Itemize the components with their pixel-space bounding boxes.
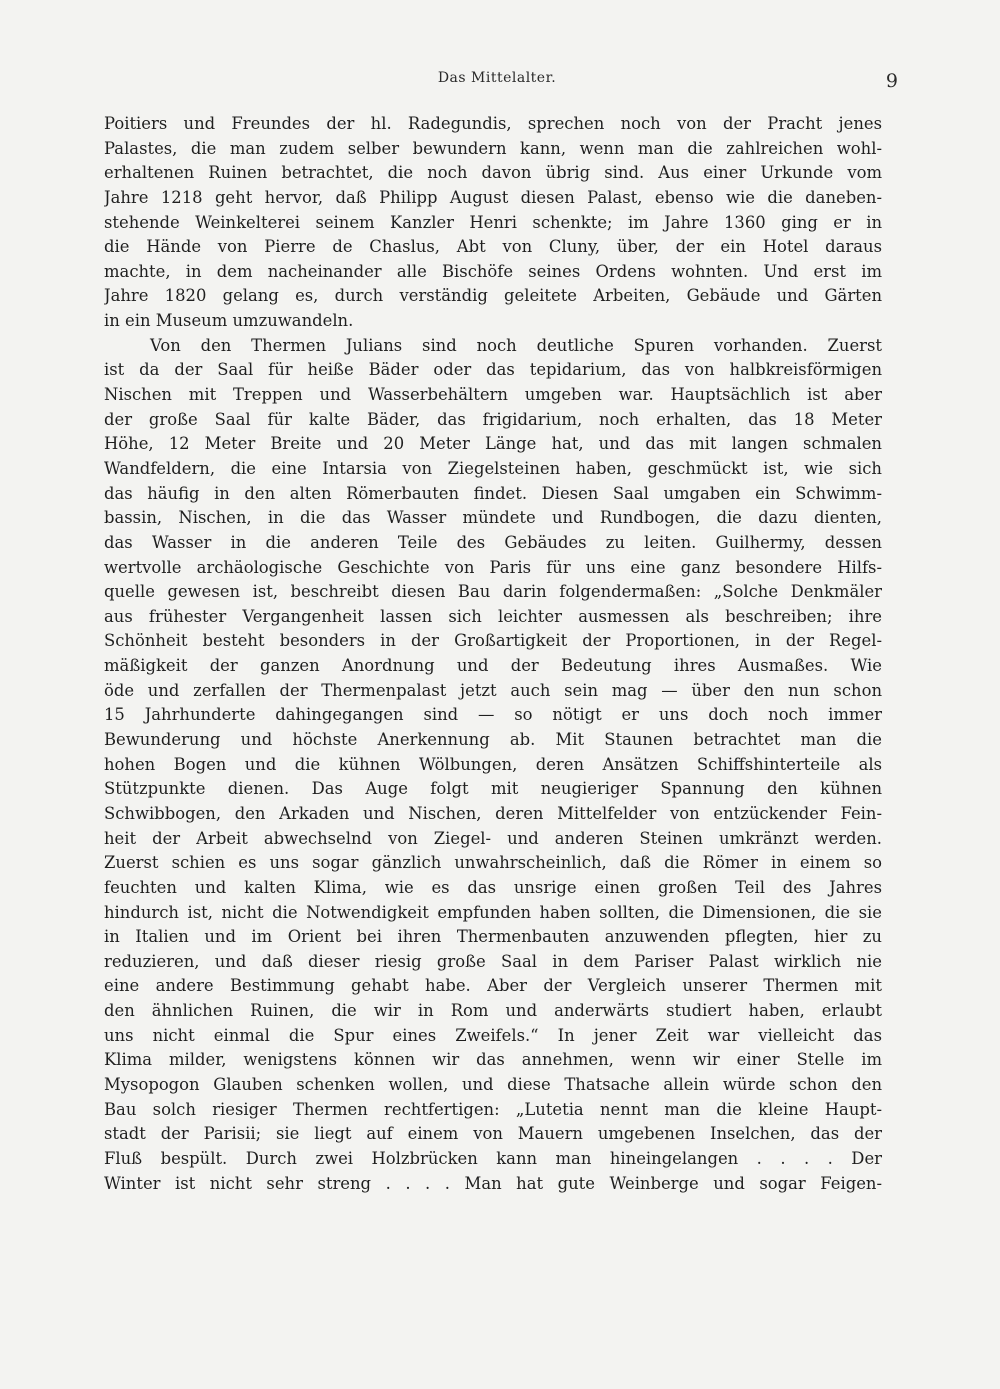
text-line: in Italien und im Orient bei ihren Thermenbauten anzuwenden pflegten, hier zu	[104, 927, 882, 947]
running-title: Das Mittelalter.	[437, 70, 557, 86]
text-line: Höhe, 12 Meter Breite und 20 Meter Länge hat, und das mit langen schmalen	[104, 434, 882, 454]
body-text	[104, 112, 882, 1196]
text-line: bassin, Nischen, in die das Wasser mündete und Rundbogen, die dazu dienten,	[104, 508, 882, 528]
text-line: quelle gewesen ist, beschreibt diesen Bau darin folgendermaßen: „Solche Denkmäler	[104, 582, 882, 602]
text-line: öde und zerfallen der Thermenpalast jetzt auch sein mag — über den nun schon	[104, 680, 882, 700]
text-line: eine andere Bestimmung gehabt habe. Aber der Vergleich unserer Thermen mit	[104, 976, 882, 996]
text-line: aus frühester Vergangenheit lassen sich leichter ausmessen als beschreiben; ihre	[104, 606, 882, 626]
text-line: Zuerst schien es uns sogar gänzlich unwahrscheinlich, daß die Römer in einem so	[104, 853, 882, 873]
text-line: hindurch ist, nicht die Notwendigkeit empfunden haben sollten, die Dimensionen, die sie	[104, 902, 882, 922]
text-line: 15 Jahrhunderte dahingegangen sind — so nötigt er uns doch noch immer	[104, 705, 882, 725]
text-line: in ein Museum umzuwandeln.	[104, 311, 354, 331]
text-line: uns nicht einmal die Spur eines Zweifels.“ In jener Zeit war vielleicht das	[104, 1025, 882, 1045]
text-line: das häufig in den alten Römerbauten findet. Diesen Saal umgaben ein Schwimm-	[104, 483, 882, 503]
text-line: Fluß bespült. Durch zwei Holzbrücken kann man hineingelangen . . . . Der	[104, 1148, 882, 1168]
running-head	[104, 70, 898, 100]
text-line: die Hände von Pierre de Chaslus, Abt von Cluny, über, der ein Hotel daraus	[104, 237, 882, 257]
text-line: Klima milder, wenigstens können wir das annehmen, wenn wir einer Stelle im	[104, 1050, 882, 1070]
text-line: wertvolle archäologische Geschichte von Paris für uns eine ganz besondere Hilfs-	[104, 557, 882, 577]
text-line: stehende Weinkelterei seinem Kanzler Henri schenkte; im Jahre 1360 ging er in	[104, 212, 882, 232]
text-line: Winter ist nicht sehr streng . . . . Man hat gute Weinberge und sogar Feigen-	[104, 1173, 882, 1193]
text-line: Poitiers und Freundes der hl. Radegundis, sprechen noch von der Pracht jenes	[104, 114, 882, 133]
paragraph-1	[104, 112, 882, 334]
text-line: den ähnlichen Ruinen, die wir in Rom und anderwärts studiert haben, erlaubt	[104, 1001, 882, 1021]
text-line: Bewunderung und höchste Anerkennung ab. Mit Staunen betrachtet man die	[104, 730, 882, 750]
text-line: Mysopogon Glauben schenken wollen, und diese Thatsache allein würde schon den	[104, 1074, 882, 1094]
text-line: Jahre 1820 gelang es, durch verständig geleitete Arbeiten, Gebäude und Gärten	[104, 286, 882, 306]
text-line: Schönheit besteht besonders in der Großartigkeit der Proportionen, in der Regel-	[104, 631, 882, 651]
paragraph-2	[104, 334, 882, 1196]
text-line: Von den Thermen Julians sind noch deutliche Spuren vorhanden. Zuerst	[150, 335, 882, 355]
text-line: reduzieren, und daß dieser riesig große Saal in dem Pariser Palast wirklich nie	[104, 951, 882, 971]
text-line: ist da der Saal für heiße Bäder oder das tepidarium, das von halbkreisförmigen	[104, 360, 882, 380]
text-line: Schwibbogen, den Arkaden und Nischen, deren Mittelfelder von entzückender Fein-	[104, 803, 882, 823]
text-line: der große Saal für kalte Bäder, das frigidarium, noch erhalten, das 18 Meter	[104, 409, 882, 429]
text-line: stadt der Parisii; sie liegt auf einem von Mauern umgebenen Inselchen, das der	[104, 1124, 882, 1144]
text-line: mäßigkeit der ganzen Anordnung und der Bedeutung ihres Ausmaßes. Wie	[104, 656, 882, 676]
page-number: 9	[885, 70, 898, 92]
text-line: heit der Arbeit abwechselnd von Ziegel- und anderen Steinen umkränzt werden.	[104, 828, 882, 848]
text-line: Nischen mit Treppen und Wasserbehältern umgeben war. Hauptsächlich ist aber	[104, 385, 882, 405]
text-line: hohen Bogen und die kühnen Wölbungen, deren Ansätzen Schiffshinterteile als	[104, 754, 882, 774]
text-line: Bau solch riesiger Thermen rechtfertigen: „Lutetia nennt man die kleine Haupt-	[104, 1099, 882, 1119]
text-line: Wandfeldern, die eine Intarsia von Ziegelsteinen haben, geschmückt ist, wie sich	[104, 458, 882, 478]
text-line: Palastes, die man zudem selber bewundern kann, wenn man die zahlreichen wohl-	[104, 138, 882, 158]
text-line: feuchten und kalten Klima, wie es das unsrige einen großen Teil des Jahres	[104, 877, 882, 897]
text-line: Stützpunkte dienen. Das Auge folgt mit neugieriger Spannung den kühnen	[104, 779, 882, 799]
text-line: machte, in dem nacheinander alle Bischöfe seines Ordens wohnten. Und erst im	[104, 261, 882, 281]
text-line: erhaltenen Ruinen betrachtet, die noch davon übrig sind. Aus einer Urkunde vom	[104, 163, 882, 183]
text-line: das Wasser in die anderen Teile des Gebäudes zu leiten. Guilhermy, dessen	[104, 532, 882, 552]
text-line: Jahre 1218 geht hervor, daß Philipp August diesen Palast, ebenso wie die daneben-	[104, 187, 882, 207]
